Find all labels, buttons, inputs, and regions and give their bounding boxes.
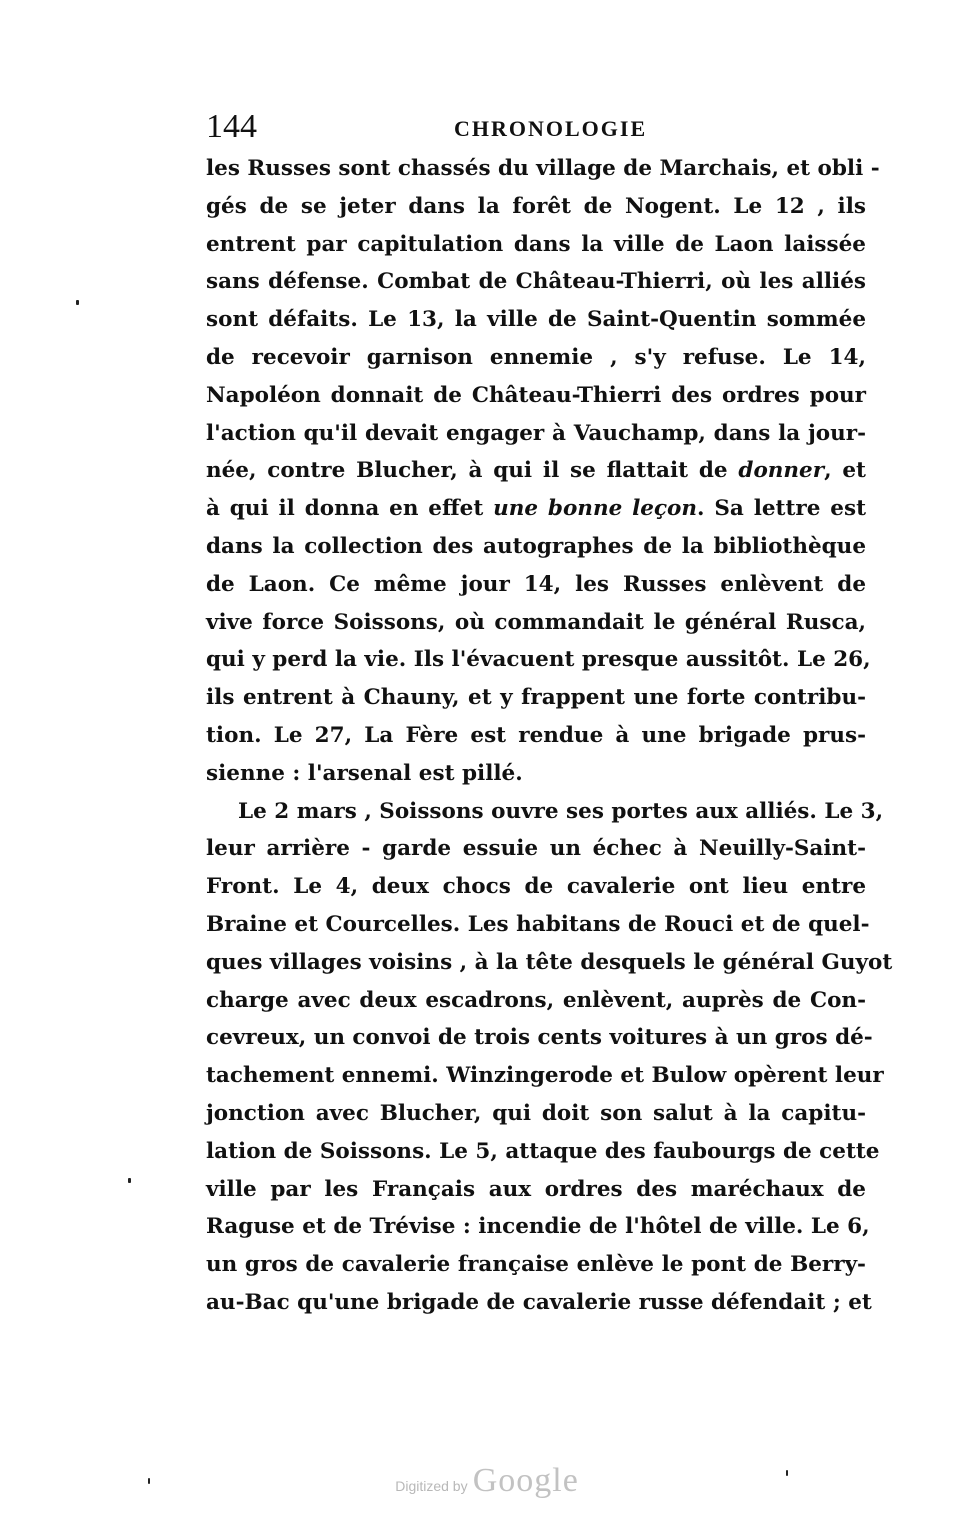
text-line: vive force Soissons, où commandait le général Rusca,: [206, 609, 866, 635]
paragraph-1: [206, 150, 880, 793]
text-line: leur arrière - garde essuie un échec à Neuilly-Saint-: [206, 836, 866, 862]
scan-speck: [128, 1178, 131, 1183]
text-line: Le 2 mars , Soissons ouvre ses portes aux alliés. Le 3,: [238, 798, 884, 824]
text-line: jonction avec Blucher, qui doit son salut à la capitu-: [206, 1100, 866, 1126]
text-line: née, contre Blucher, à qui il se flattait de donner, et: [206, 458, 866, 484]
text-line: gés de se jeter dans la forêt de Nogent. Le 12 , ils: [206, 193, 866, 219]
text-line: charge avec deux escadrons, enlèvent, auprès de Con-: [206, 987, 866, 1013]
text-line: Braine et Courcelles. Les habitans de Rouci et de quel-: [206, 911, 870, 937]
digitized-by-label: Digitized by: [395, 1478, 468, 1494]
italic-phrase: une bonne leçon: [493, 496, 698, 522]
text-line: dans la collection des autographes de la bibliothèque: [206, 533, 866, 559]
page-number: 144: [206, 108, 257, 145]
text-line: Napoléon donnait de Château-Thierri des ordres pour: [206, 382, 866, 408]
text-line: Front. Le 4, deux chocs de cavalerie ont lieu entre: [206, 874, 866, 900]
text-line: sienne : l'arsenal est pillé.: [206, 760, 523, 786]
text-line: ques villages voisins , à la tête desquels le général Guyot: [206, 949, 893, 975]
text-line: lation de Soissons. Le 5, attaque des faubourgs de cette: [206, 1138, 880, 1164]
text-line: les Russes sont chassés du village de Marchais, et obli -: [206, 156, 880, 181]
body-text: [206, 150, 893, 1322]
text-line: Raguse et de Trévise : incendie de l'hôtel de ville. Le 6,: [206, 1214, 870, 1240]
page-header: [206, 108, 866, 148]
text-line: tachement ennemi. Winzingerode et Bulow opèrent leur: [206, 1063, 884, 1089]
running-title: CHRONOLOGIE: [454, 116, 648, 141]
text-line: ville par les Français aux ordres des maréchaux de: [206, 1176, 866, 1202]
text-line: un gros de cavalerie française enlève le pont de Berry-: [206, 1252, 866, 1278]
text-line: qui y perd la vie. Ils l'évacuent presque aussitôt. Le 26,: [206, 647, 871, 673]
italic-phrase: donner: [738, 458, 825, 484]
text-line: à qui il donna en effet une bonne leçon. Sa lettre est: [206, 496, 867, 522]
text-line: entrent par capitulation dans la ville de Laon laissée: [206, 231, 866, 257]
google-wordmark: Google: [472, 1462, 579, 1499]
text-line: au-Bac qu'une brigade de cavalerie russe défendait ; et: [206, 1289, 872, 1315]
text-line: de Laon. Ce même jour 14, les Russes enlèvent de: [206, 571, 866, 597]
paragraph-2: [206, 793, 893, 1322]
scan-speck: [76, 300, 79, 305]
text-line: sont défaits. Le 13, la ville de Saint-Quentin sommée: [206, 307, 866, 333]
text-line: tion. Le 27, La Fère est rendue à une brigade prus-: [206, 722, 866, 748]
text-line: de recevoir garnison ennemie , s'y refuse. Le 14,: [206, 344, 866, 370]
text-line: sans défense. Combat de Château-Thierri, où les alliés: [206, 269, 866, 295]
text-line: ils entrent à Chauny, et y frappent une forte contribu-: [206, 685, 866, 711]
text-line: l'action qu'il devait engager à Vauchamp, dans la jour-: [206, 420, 866, 446]
text-line: cevreux, un convoi de trois cents voitures à un gros dé-: [206, 1025, 873, 1051]
digitization-watermark: [0, 1462, 974, 1500]
